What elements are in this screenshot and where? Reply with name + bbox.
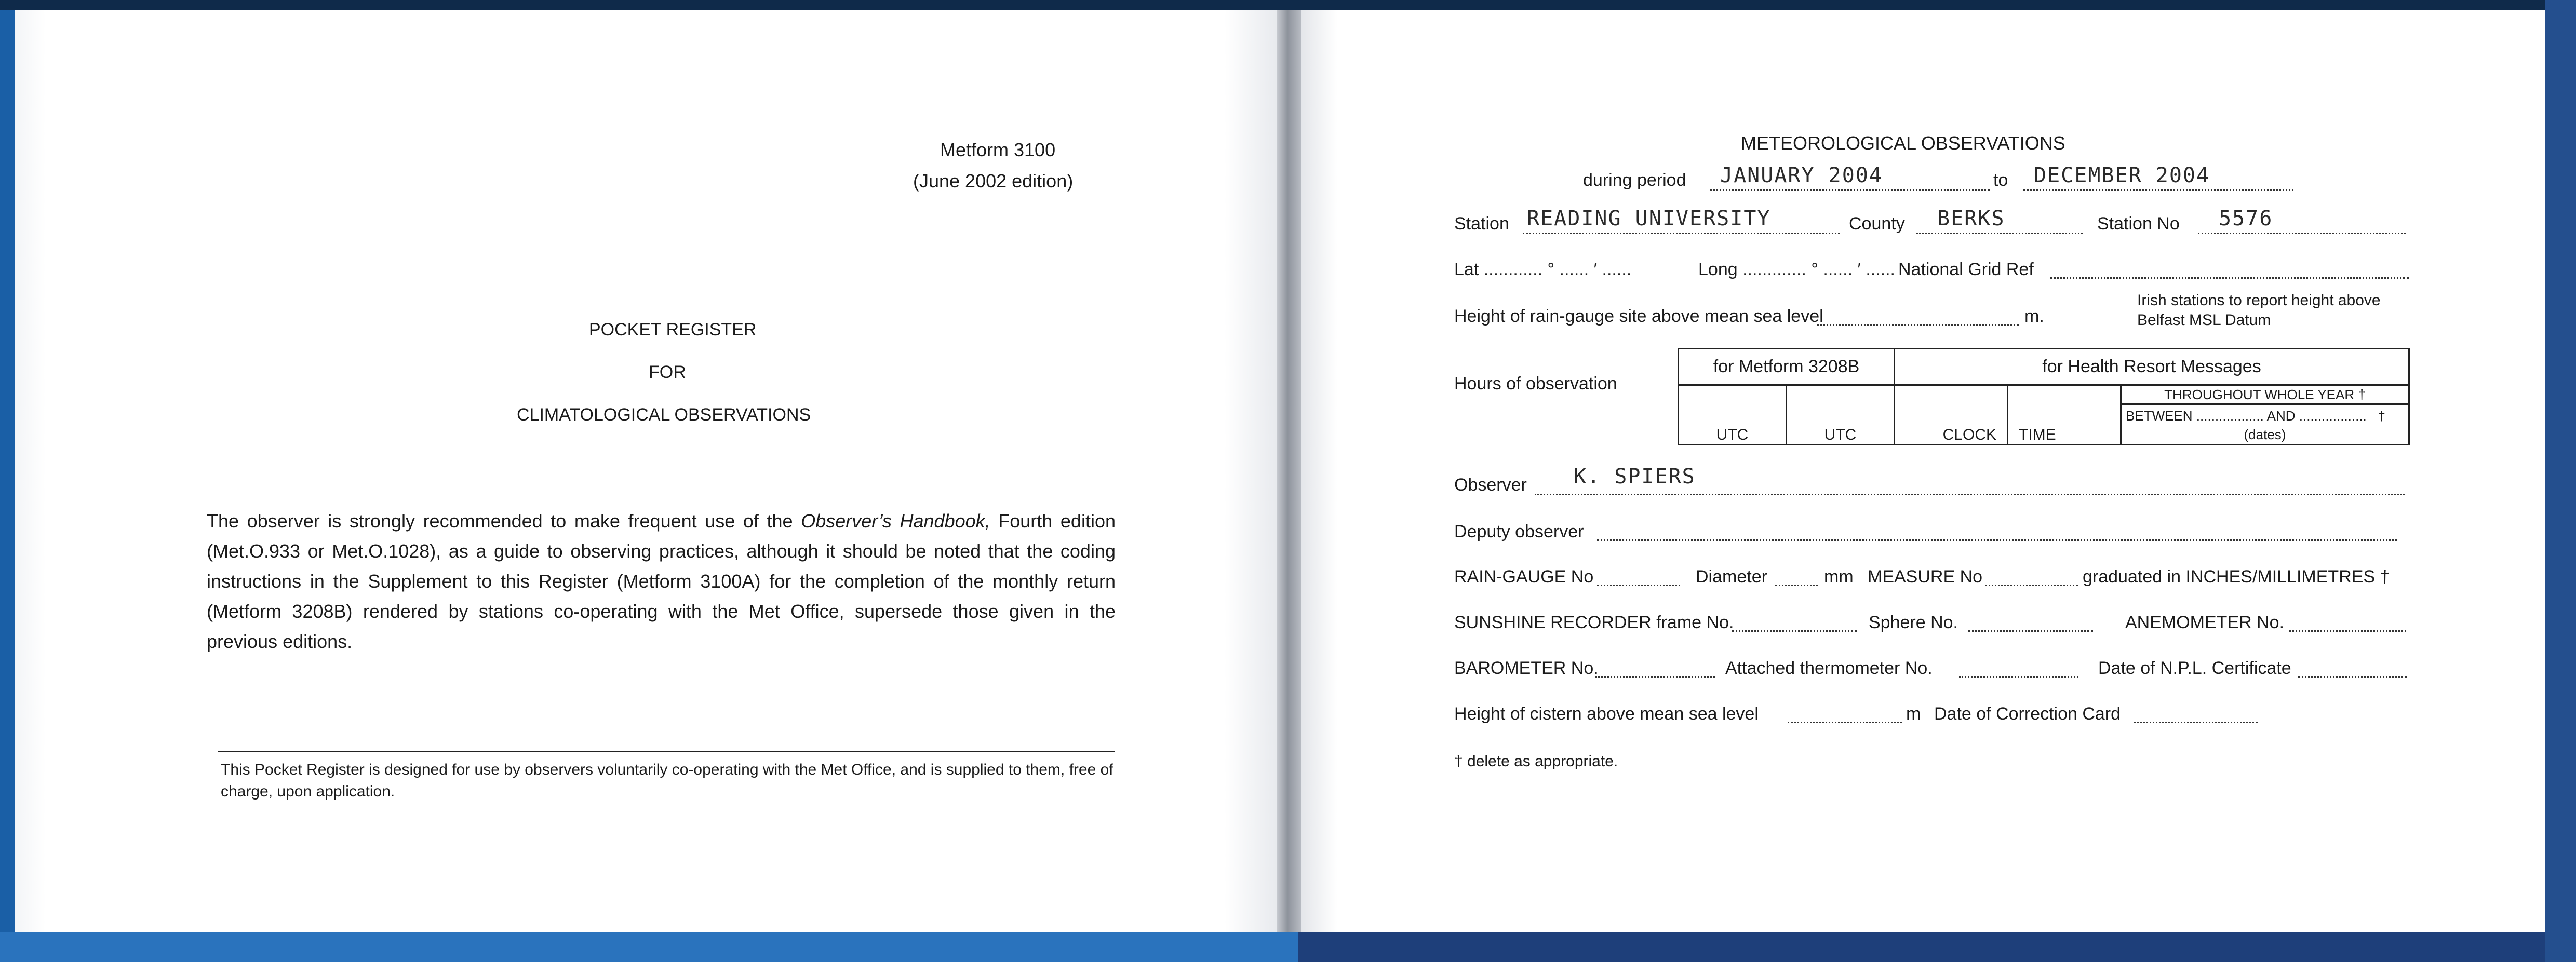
correction-field[interactable] bbox=[2134, 698, 2258, 726]
rain-gauge-field[interactable] bbox=[1597, 561, 1680, 589]
thermometer-label: Attached thermometer No. bbox=[1725, 658, 1933, 678]
sphere-label: Sphere No. bbox=[1869, 613, 1958, 632]
paragraph-part-b: Fourth edition (Met.O.933 or Met.O.1028), as a guide to observing practices, although it should be noted that the coding instructions in the Supplement to this Register (Metform 3100A) for the completion of the monthly return (Metform 3208B) rendered by stations co-operating with the Met Office, supersede those given in the previous editions. bbox=[207, 510, 1116, 652]
station-no-value: 5576 bbox=[2219, 207, 2273, 231]
register-title-line1: POCKET REGISTER bbox=[589, 320, 757, 340]
form-id: Metform 3100 bbox=[940, 139, 1056, 160]
period-label: during period bbox=[1583, 170, 1686, 190]
sunshine-field[interactable] bbox=[1732, 606, 1857, 634]
utc-cell-2[interactable]: UTC bbox=[1787, 385, 1895, 445]
measure-field[interactable] bbox=[1985, 561, 2078, 589]
anemometer-field[interactable] bbox=[2289, 606, 2406, 634]
diameter-unit: mm bbox=[1824, 567, 1854, 587]
sunshine-label: SUNSHINE RECORDER frame No. bbox=[1454, 613, 1734, 632]
form-edition: (June 2002 edition) bbox=[913, 170, 1074, 192]
deputy-label: Deputy observer bbox=[1454, 522, 1584, 541]
cistern-label: Height of cistern above mean sea level bbox=[1454, 704, 1759, 724]
station-label: Station bbox=[1454, 214, 1509, 234]
time-cell[interactable]: TIME bbox=[2008, 385, 2121, 445]
between-and-row: BETWEEN .................. AND .................. † bbox=[2126, 408, 2385, 424]
npl-field[interactable] bbox=[2298, 652, 2407, 680]
book-cover-bottom-left bbox=[0, 932, 1298, 962]
throughout-cell[interactable] bbox=[2121, 385, 2409, 445]
county-field[interactable] bbox=[1916, 207, 2083, 237]
period-to-label: to bbox=[1993, 170, 2008, 190]
thermometer-field[interactable] bbox=[1959, 652, 2078, 680]
lat-label: Lat ............ ° ...... ′ ...... bbox=[1454, 260, 1632, 279]
dates-caption: (dates) bbox=[2244, 427, 2286, 442]
cistern-field[interactable] bbox=[1788, 698, 1902, 726]
deputy-field[interactable] bbox=[1597, 516, 2397, 544]
book-cover-right-edge bbox=[2545, 0, 2576, 962]
book-cover-top-edge bbox=[0, 0, 2576, 10]
delete-note: † delete as appropriate. bbox=[1454, 753, 1618, 770]
anemometer-label: ANEMOMETER No. bbox=[2125, 613, 2285, 632]
pocket-register-footnote: This Pocket Register is designed for use by observers voluntarily co-operating with the Met Office, and is supplied to them, free of charge, upon application. bbox=[221, 761, 1113, 800]
col-health-header: for Health Resort Messages bbox=[1895, 349, 2409, 385]
graduated-label: graduated in INCHES/MILLIMETRES † bbox=[2083, 567, 2390, 587]
long-label: Long ............. ° ...... ′ ...... bbox=[1698, 260, 1896, 279]
hours-label: Hours of observation bbox=[1454, 374, 1617, 394]
observer-field[interactable] bbox=[1535, 465, 2405, 498]
period-from-value: JANUARY 2004 bbox=[1720, 164, 1883, 187]
station-value: READING UNIVERSITY bbox=[1527, 207, 1771, 231]
height-rain-field[interactable] bbox=[1817, 300, 2019, 328]
book-gutter bbox=[1277, 10, 1301, 932]
register-title-line2: FOR bbox=[649, 362, 686, 382]
barometer-label: BAROMETER No. bbox=[1454, 658, 1599, 678]
grid-ref-field[interactable] bbox=[2050, 253, 2409, 281]
cistern-unit: m bbox=[1906, 704, 1921, 724]
diameter-field[interactable] bbox=[1775, 561, 1818, 589]
irish-note-line2: Belfast MSL Datum bbox=[2137, 311, 2271, 329]
paragraph-part-a: The observer is strongly recommended to make frequent use of the bbox=[207, 510, 801, 532]
station-no-field[interactable] bbox=[2198, 207, 2406, 237]
utc-cell-1[interactable]: UTC bbox=[1679, 385, 1787, 445]
height-rain-label: Height of rain-gauge site above mean sea level bbox=[1454, 306, 1823, 326]
col-metform-header: for Metform 3208B bbox=[1679, 349, 1895, 385]
observer-value: K. SPIERS bbox=[1574, 465, 1696, 489]
hours-of-observation-table bbox=[1678, 348, 2410, 445]
rain-gauge-label: RAIN-GAUGE No bbox=[1454, 567, 1594, 587]
sphere-field[interactable] bbox=[1968, 606, 2093, 634]
footnote-divider bbox=[218, 751, 1115, 752]
county-value: BERKS bbox=[1937, 207, 2005, 231]
barometer-field[interactable] bbox=[1595, 652, 1715, 680]
handbook-title: Observer’s Handbook, bbox=[801, 510, 990, 532]
grid-ref-label: National Grid Ref bbox=[1898, 260, 2034, 279]
station-no-label: Station No bbox=[2097, 214, 2180, 234]
clock-cell[interactable]: CLOCK bbox=[1895, 385, 2008, 445]
handbook-recommendation-paragraph bbox=[207, 506, 1116, 657]
npl-label: Date of N.P.L. Certificate bbox=[2098, 658, 2291, 678]
height-rain-unit: m. bbox=[2024, 306, 2044, 326]
period-to-value: DECEMBER 2004 bbox=[2034, 164, 2210, 187]
diameter-label: Diameter bbox=[1696, 567, 1767, 587]
county-label: County bbox=[1849, 214, 1905, 234]
station-field[interactable] bbox=[1523, 207, 1840, 237]
register-title-line3: CLIMATOLOGICAL OBSERVATIONS bbox=[517, 405, 811, 425]
observations-heading: METEOROLOGICAL OBSERVATIONS bbox=[1741, 132, 2065, 154]
book-cover-bottom-right bbox=[1298, 932, 2576, 962]
correction-label: Date of Correction Card bbox=[1934, 704, 2121, 724]
irish-note-line1: Irish stations to report height above bbox=[2137, 292, 2381, 309]
period-to-field[interactable] bbox=[2023, 164, 2293, 194]
period-from-field[interactable] bbox=[1710, 164, 1990, 194]
observer-label: Observer bbox=[1454, 475, 1527, 495]
throughout-header: THROUGHOUT WHOLE YEAR † bbox=[2122, 386, 2408, 405]
measure-label: MEASURE No bbox=[1868, 567, 1983, 587]
